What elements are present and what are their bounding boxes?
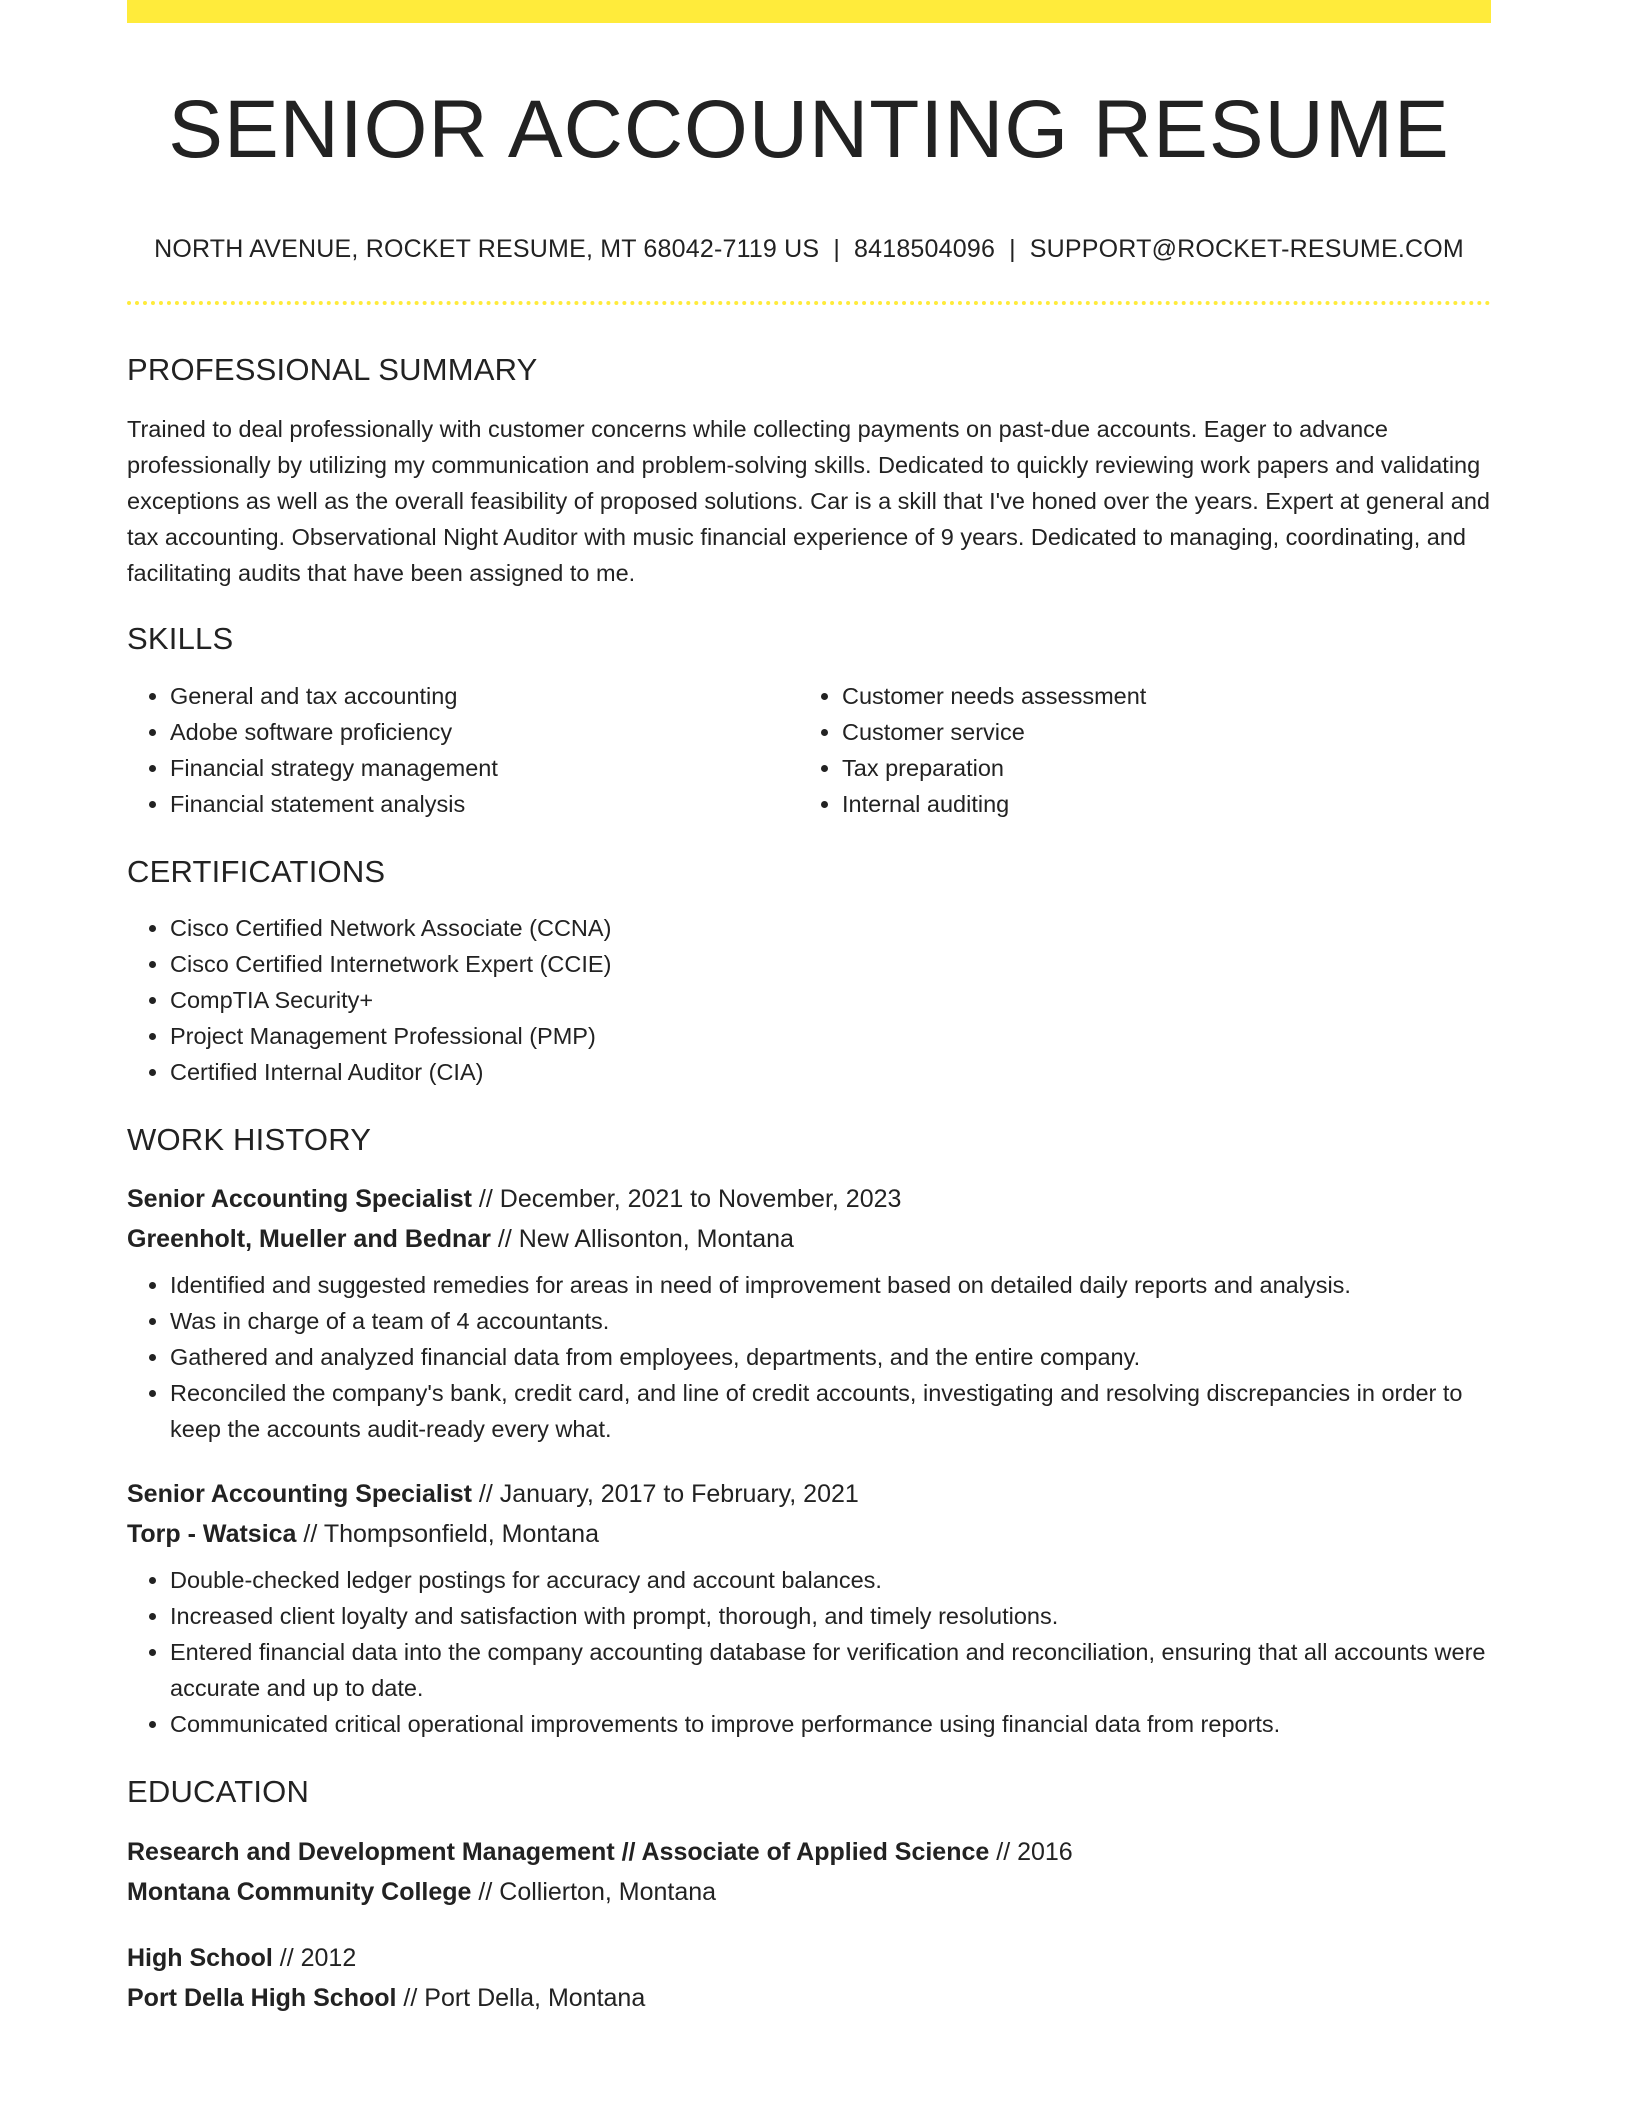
job-dates: December, 2021 to November, 2023 bbox=[499, 1185, 902, 1214]
education-location: Collierton, Montana bbox=[499, 1878, 717, 1907]
job-dates: January, 2017 to February, 2021 bbox=[499, 1480, 859, 1509]
skill-item: • Internal auditing bbox=[842, 786, 1471, 822]
certification-item: • Certified Internal Auditor (CIA) bbox=[170, 1054, 1491, 1090]
contact-address: NORTH AVENUE, ROCKET RESUME, MT 68042-7119 US bbox=[154, 235, 820, 264]
skills-list-right bbox=[799, 678, 1471, 822]
education-degree: High School bbox=[127, 1944, 273, 1973]
contact-phone: 8418504096 bbox=[854, 235, 996, 264]
delimiter: // bbox=[471, 1185, 500, 1214]
job-company: Greenholt, Mueller and Bednar bbox=[127, 1225, 491, 1254]
skill-item: • Customer needs assessment bbox=[842, 678, 1471, 714]
section-title-work-history: WORK HISTORY bbox=[127, 1122, 372, 1158]
section-title-education: EDUCATION bbox=[127, 1774, 310, 1810]
summary-text: Trained to deal professionally with customer concerns while collecting payments on past-due accounts. Eager to advance professionally by utilizing my communication and problem-solving skills. Dedicated to quickly reviewing work papers and validating exceptions as well as the overall feasibility of proposed solutions. Car is a skill that I've honed over the years. Expert at general and tax accounting. Observational Night Auditor with music financial experience of 9 years. Dedicated to managing, coordinating, and facilitating audits that have been assigned to me. bbox=[127, 416, 1490, 587]
dotted-divider bbox=[127, 301, 1491, 305]
job-bullet: • Increased client loyalty and satisfaction with prompt, thorough, and timely resolutions. bbox=[170, 1598, 1491, 1634]
education-year: 2016 bbox=[1017, 1838, 1073, 1867]
certification-item: • CompTIA Security+ bbox=[170, 982, 1491, 1018]
job-bullets bbox=[127, 1562, 1491, 1742]
job-location: Thompsonfield, Montana bbox=[323, 1520, 599, 1549]
skill-item: • General and tax accounting bbox=[170, 678, 799, 714]
job-entry bbox=[127, 1179, 1491, 1447]
contact-separator: | bbox=[833, 235, 841, 264]
top-accent-bar bbox=[127, 0, 1491, 23]
job-company-line bbox=[127, 1514, 1491, 1554]
education-degree: Research and Development Management // Associate of Applied Science bbox=[127, 1838, 990, 1867]
contact-email: SUPPORT@ROCKET-RESUME.COM bbox=[1029, 235, 1464, 264]
certification-item: • Cisco Certified Network Associate (CCNA) bbox=[170, 910, 1491, 946]
education-year: 2012 bbox=[300, 1944, 357, 1973]
certification-item: • Project Management Professional (PMP) bbox=[170, 1018, 1491, 1054]
job-role-line bbox=[127, 1474, 1491, 1514]
skill-item: • Financial strategy management bbox=[170, 750, 799, 786]
job-bullet: • Was in charge of a team of 4 accountants. bbox=[170, 1303, 1491, 1339]
skill-item: • Customer service bbox=[842, 714, 1471, 750]
job-bullet: • Gathered and analyzed financial data from employees, departments, and the entire company. bbox=[170, 1339, 1491, 1375]
skills-grid bbox=[127, 678, 1491, 822]
job-location: New Allisonton, Montana bbox=[518, 1225, 794, 1254]
job-entry bbox=[127, 1474, 1491, 1742]
job-bullet: • Communicated critical operational improvements to improve performance using financial data from reports. bbox=[170, 1706, 1491, 1742]
job-bullet: • Identified and suggested remedies for areas in need of improvement based on detailed daily reports and analysis. bbox=[170, 1267, 1491, 1303]
job-company: Torp - Watsica bbox=[127, 1520, 297, 1549]
education-degree-line bbox=[127, 1938, 1491, 1978]
delimiter: // bbox=[272, 1944, 301, 1973]
delimiter: // bbox=[989, 1838, 1018, 1867]
job-bullet: • Entered financial data into the company accounting database for verification and reconciliation, ensuring that all accounts were accurate and up to date. bbox=[170, 1634, 1491, 1706]
education-entry bbox=[127, 1938, 1491, 2018]
skill-item: • Adobe software proficiency bbox=[170, 714, 799, 750]
resume-page bbox=[127, 0, 1491, 2018]
job-company-line bbox=[127, 1219, 1491, 1259]
delimiter: // bbox=[471, 1480, 500, 1509]
section-title-skills: SKILLS bbox=[127, 621, 234, 657]
education-school: Port Della High School bbox=[127, 1984, 397, 2013]
education-school: Montana Community College bbox=[127, 1878, 472, 1907]
job-bullets bbox=[127, 1267, 1491, 1447]
job-bullet: • Reconciled the company's bank, credit card, and line of credit accounts, investigating and resolving discrepancies in order to keep the accounts audit-ready every what. bbox=[170, 1375, 1491, 1447]
education-degree-line bbox=[127, 1832, 1491, 1872]
delimiter: // bbox=[296, 1520, 324, 1549]
skill-item: • Financial statement analysis bbox=[170, 786, 799, 822]
certification-item: • Cisco Certified Internetwork Expert (CCIE) bbox=[170, 946, 1491, 982]
contact-separator: | bbox=[1009, 235, 1016, 264]
delimiter: // bbox=[471, 1878, 500, 1907]
skills-list-left bbox=[127, 678, 799, 822]
contact-line bbox=[127, 235, 1491, 264]
section-title-certifications: CERTIFICATIONS bbox=[127, 854, 386, 890]
delimiter: // bbox=[490, 1225, 519, 1254]
education-entry bbox=[127, 1832, 1491, 1912]
delimiter: // bbox=[396, 1984, 425, 2013]
education-school-line bbox=[127, 1978, 1491, 2018]
certifications-list bbox=[127, 910, 1491, 1090]
job-bullet: • Double-checked ledger postings for accuracy and account balances. bbox=[170, 1562, 1491, 1598]
education-school-line bbox=[127, 1872, 1491, 1912]
education-location: Port Della, Montana bbox=[424, 1984, 646, 2013]
resume-title: SENIOR ACCOUNTING RESUME bbox=[168, 84, 1450, 175]
job-role: Senior Accounting Specialist bbox=[127, 1185, 472, 1214]
skill-item: • Tax preparation bbox=[842, 750, 1471, 786]
job-role: Senior Accounting Specialist bbox=[127, 1480, 472, 1509]
job-role-line bbox=[127, 1179, 1491, 1219]
section-title-summary: PROFESSIONAL SUMMARY bbox=[127, 352, 538, 388]
